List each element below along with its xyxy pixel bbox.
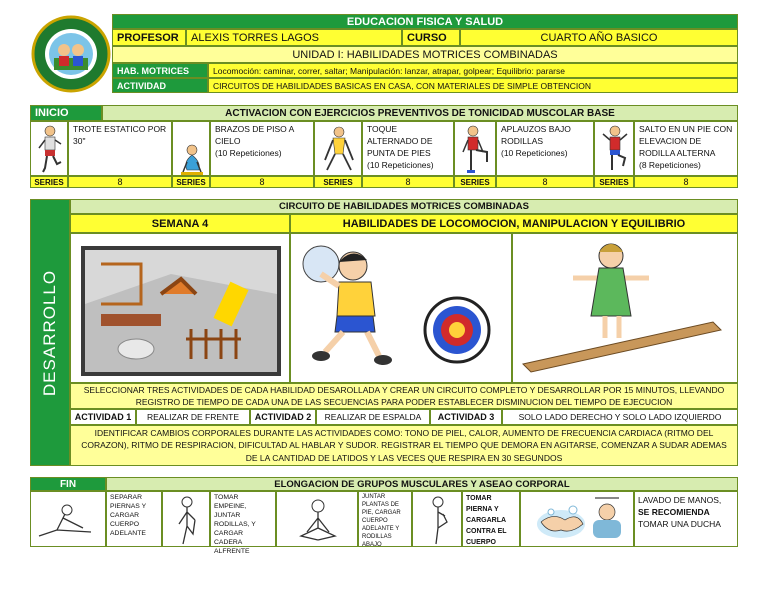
series-value-2: 8	[210, 176, 314, 188]
actividad-3-label: ACTIVIDAD 3	[430, 409, 502, 425]
profesor-value: ALEXIS TORRES LAGOS	[186, 29, 402, 46]
actividad-1-label: ACTIVIDAD 1	[70, 409, 136, 425]
lavado-line-3: TOMAR UNA DUCHA	[638, 519, 721, 529]
fin-text-1: SEPARAR PIERNAS Y CARGAR CUERPO ADELANTE	[106, 491, 162, 547]
lavado-line-2: SE RECOMIENDA	[638, 507, 710, 517]
actividad-label: ACTIVIDAD	[112, 78, 208, 93]
inicio-figure-5	[594, 121, 634, 176]
fin-title: ELONGACION DE GRUPOS MUSCULARES Y ASEAO CORPORAL	[106, 477, 738, 491]
observaciones-text: IDENTIFICAR CAMBIOS CORPORALES DURANTE LAS ACTIVIDADES COMO: TONO DE PIEL, CALOR, AUMENTO DE FRECUENCIA CARDIACA (RITMO DEL CORAZON), RITMO DE RESPIRACION, DIFICULTAD AL HABLAR Y SUDOR. REGISTRAR EL TIEMPO QUE DEMORA EN AGITARSE, COMENZAR A SUDAR ADEMAS DE LA CANTIDAD DE LATIDOS Y LAS VECES QUE RESPIRA EN 30 SEGUNDOS	[70, 425, 738, 466]
series-value-5: 8	[634, 176, 738, 188]
fin-text-2: TOMAR EMPEINE, JUNTAR RODILLAS, Y CARGAR CADERA ALFRENTE	[210, 491, 276, 547]
fin-figure-1	[30, 491, 106, 547]
circuit-image-panel	[70, 233, 290, 383]
jogging-figure-icon	[31, 122, 69, 177]
series-value-4: 8	[496, 176, 594, 188]
inicio-figure-1	[30, 121, 68, 176]
school-logo	[30, 14, 112, 94]
series-label-2: SERIES	[172, 176, 210, 188]
inicio-text-2: BRAZOS DE PISO A CIELO (10 Repeticiones)	[210, 121, 314, 176]
inicio-label: INICIO	[30, 105, 102, 121]
actividad-value: CIRCUITOS DE HABILIDADES BASICAS EN CASA, CON MATERIALES DE SIMPLE OBTENCION	[208, 78, 738, 93]
fin-text-4: TOMAR PIERNA Y CARGARLA CONTRA EL CUERPO	[462, 491, 520, 547]
handwash-image-panel	[520, 491, 634, 547]
inicio-figure-2	[172, 121, 210, 176]
child-ball-image-panel	[290, 233, 512, 383]
series-label-3: SERIES	[314, 176, 362, 188]
series-label-5: SERIES	[594, 176, 634, 188]
series-label-1: SERIES	[30, 176, 68, 188]
knee-raise-figure-icon	[595, 122, 635, 177]
actividad-3-value: SOLO LADO DERECHO Y SOLO LADO IZQUIERDO	[502, 409, 738, 425]
inicio-text-3: TOQUE ALTERNADO DE PUNTA DE PIES (10 Repeticiones)	[362, 121, 454, 176]
fin-label: FIN	[30, 477, 106, 491]
desarrollo-label-text: DESARROLLO	[40, 269, 59, 396]
circuit-title: CIRCUITO DE HABILIDADES MOTRICES COMBINADAS	[70, 199, 738, 214]
curso-value: CUARTO AÑO BASICO	[460, 29, 738, 46]
child-throwing-ball-image	[291, 234, 513, 384]
desarrollo-label	[30, 199, 70, 466]
fin-figure-4	[412, 491, 462, 547]
inicio-title: ACTIVACION CON EJERCICIOS PREVENTIVOS DE TONICIDAD MUSCOLAR BASE	[102, 105, 738, 121]
knee-hug-figure-icon	[413, 492, 463, 548]
clap-under-knee-figure-icon	[455, 122, 497, 177]
lavado-line-1: LAVADO DE MANOS,	[638, 495, 722, 505]
fin-figure-2	[162, 491, 210, 547]
semana-label: SEMANA 4	[70, 214, 290, 233]
series-value-3: 8	[362, 176, 454, 188]
fin-text-3: JUNTAR PLANTAS DE PIE, CARGAR CUERPO ADELANTE Y RODILLAS ABAJO	[358, 491, 412, 547]
lavado-text	[634, 491, 738, 547]
unidad-title: UNIDAD I: HABILIDADES MOTRICES COMBINADAS	[112, 46, 738, 63]
hab-label: HAB. MOTRICES	[112, 63, 208, 78]
habilidades-title: HABILIDADES DE LOCOMOCION, MANIPULACION Y EQUILIBRIO	[290, 214, 738, 233]
actividad-2-value: REALIZAR DE ESPALDA	[316, 409, 430, 425]
inicio-text-5: SALTO EN UN PIE CON ELEVACION DE RODILLA ALTERNA (8 Repeticiones)	[634, 121, 738, 176]
inicio-figure-3	[314, 121, 362, 176]
hand-washing-image	[521, 492, 635, 548]
actividad-1-value: REALIZAR DE FRENTE	[136, 409, 250, 425]
profesor-label: PROFESOR	[112, 29, 186, 46]
inicio-text-4: APLAUZOS BAJO RODILLAS (10 Repeticiones)	[496, 121, 594, 176]
inicio-figure-4	[454, 121, 496, 176]
child-balance-beam-image	[513, 234, 739, 384]
series-label-4: SERIES	[454, 176, 496, 188]
instructions-text: SELECCIONAR TRES ACTIVIDADES DE CADA HABILIDAD DESAROLLADA Y CREAR UN CIRCUITO COMPLETO Y DESARROLLAR POR 15 MINUTOS, LLEVANDO REGISTRO DE TIEMPO DE CADA UNA DE LAS SECUENCIAS PARA PODER ESTABLECER DISMINUCION DEL TIEMPO DE EJECUCION	[70, 383, 738, 409]
quad-stretch-figure-icon	[163, 492, 211, 548]
actividad-2-label: ACTIVIDAD 2	[250, 409, 316, 425]
obstacle-course-image	[71, 234, 291, 384]
balance-beam-image-panel	[512, 233, 738, 383]
series-value-1: 8	[68, 176, 172, 188]
arms-up-figure-icon	[173, 122, 211, 177]
page-title: EDUCACION FISICA Y SALUD	[112, 14, 738, 29]
toe-touch-figure-icon	[315, 122, 363, 177]
curso-label: CURSO	[402, 29, 460, 46]
fin-figure-3	[276, 491, 358, 547]
butterfly-stretch-figure-icon	[277, 492, 359, 548]
inicio-text-1: TROTE ESTATICO POR 30"	[68, 121, 172, 176]
seated-stretch-figure-icon	[31, 492, 107, 548]
hab-value: Locomoción: caminar, correr, saltar; Manipulación: lanzar, atrapar, golpear; Equilibrio: pararse	[208, 63, 738, 78]
